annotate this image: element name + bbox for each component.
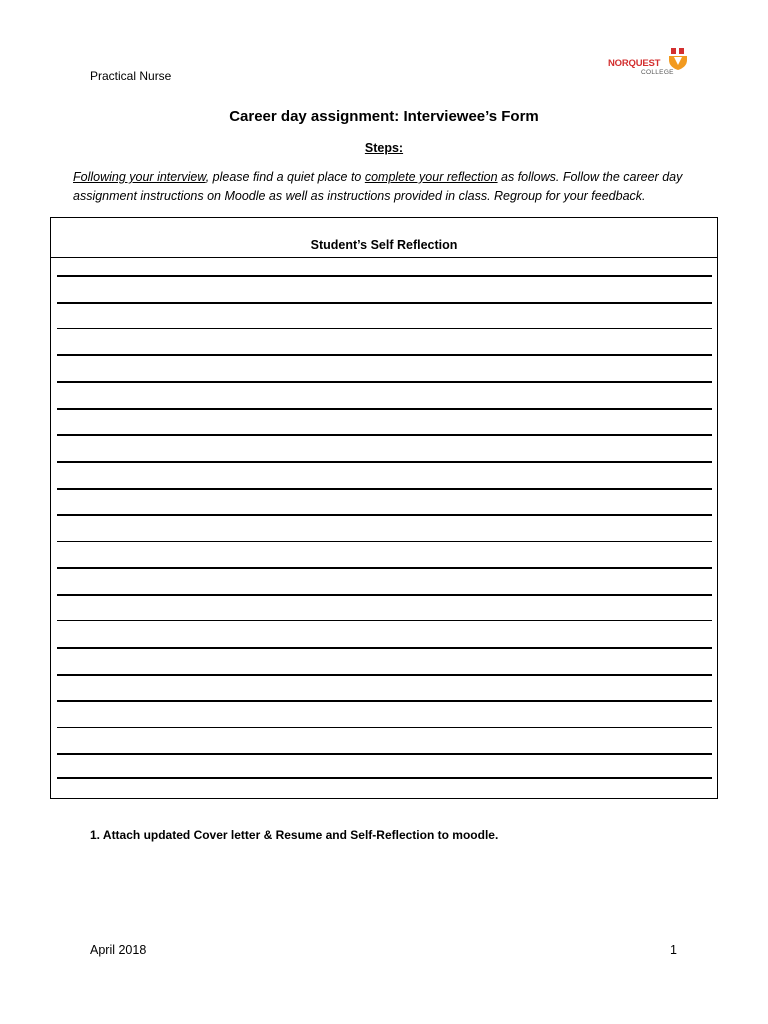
- writing-line[interactable]: [57, 514, 712, 516]
- writing-line[interactable]: [57, 461, 712, 463]
- instructions-part3: complete your reflection: [364, 170, 498, 184]
- writing-line[interactable]: [57, 727, 712, 728]
- shield-icon: [668, 48, 688, 70]
- writing-line[interactable]: [57, 674, 712, 676]
- writing-line[interactable]: [57, 488, 712, 490]
- instructions-part1: Following your interview: [73, 170, 206, 184]
- writing-line[interactable]: [57, 354, 712, 356]
- writing-line[interactable]: [57, 328, 712, 329]
- writing-line[interactable]: [57, 647, 712, 649]
- writing-line[interactable]: [57, 777, 712, 779]
- writing-line[interactable]: [57, 302, 712, 304]
- writing-line[interactable]: [57, 408, 712, 410]
- steps-heading: Steps:: [364, 141, 404, 155]
- writing-line[interactable]: [57, 381, 712, 383]
- writing-line[interactable]: [57, 567, 712, 569]
- college-logo: [608, 48, 688, 82]
- self-reflection-box: [50, 217, 718, 799]
- program-name: Practical Nurse: [90, 69, 172, 83]
- self-reflection-header: [51, 218, 717, 258]
- page-title: Career day assignment: Interviewee’s Form: [229, 108, 539, 125]
- instructions-part4: as follows. Follow the career day assignment instructions on Moodle as well as instructions provided in class. Regroup for your feedback.: [73, 170, 683, 203]
- writing-line[interactable]: [57, 594, 712, 596]
- logo-wordmark: NORQUEST: [608, 58, 661, 69]
- writing-line[interactable]: [57, 275, 712, 277]
- logo-subtext: COLLEGE: [641, 69, 674, 76]
- writing-line[interactable]: [57, 541, 712, 542]
- instructions-part2: , please find a quiet place to: [205, 170, 365, 184]
- self-reflection-title: Student’s Self Reflection: [310, 238, 458, 252]
- footer-date: April 2018: [90, 943, 147, 957]
- writing-line[interactable]: [57, 753, 712, 755]
- writing-line[interactable]: [57, 700, 712, 702]
- page-number: 1: [670, 943, 677, 957]
- attachment-note: 1. Attach updated Cover letter & Resume and Self-Reflection to moodle.: [90, 828, 499, 842]
- writing-line[interactable]: [57, 434, 712, 436]
- writing-line[interactable]: [57, 620, 712, 621]
- instructions-paragraph: [73, 168, 703, 206]
